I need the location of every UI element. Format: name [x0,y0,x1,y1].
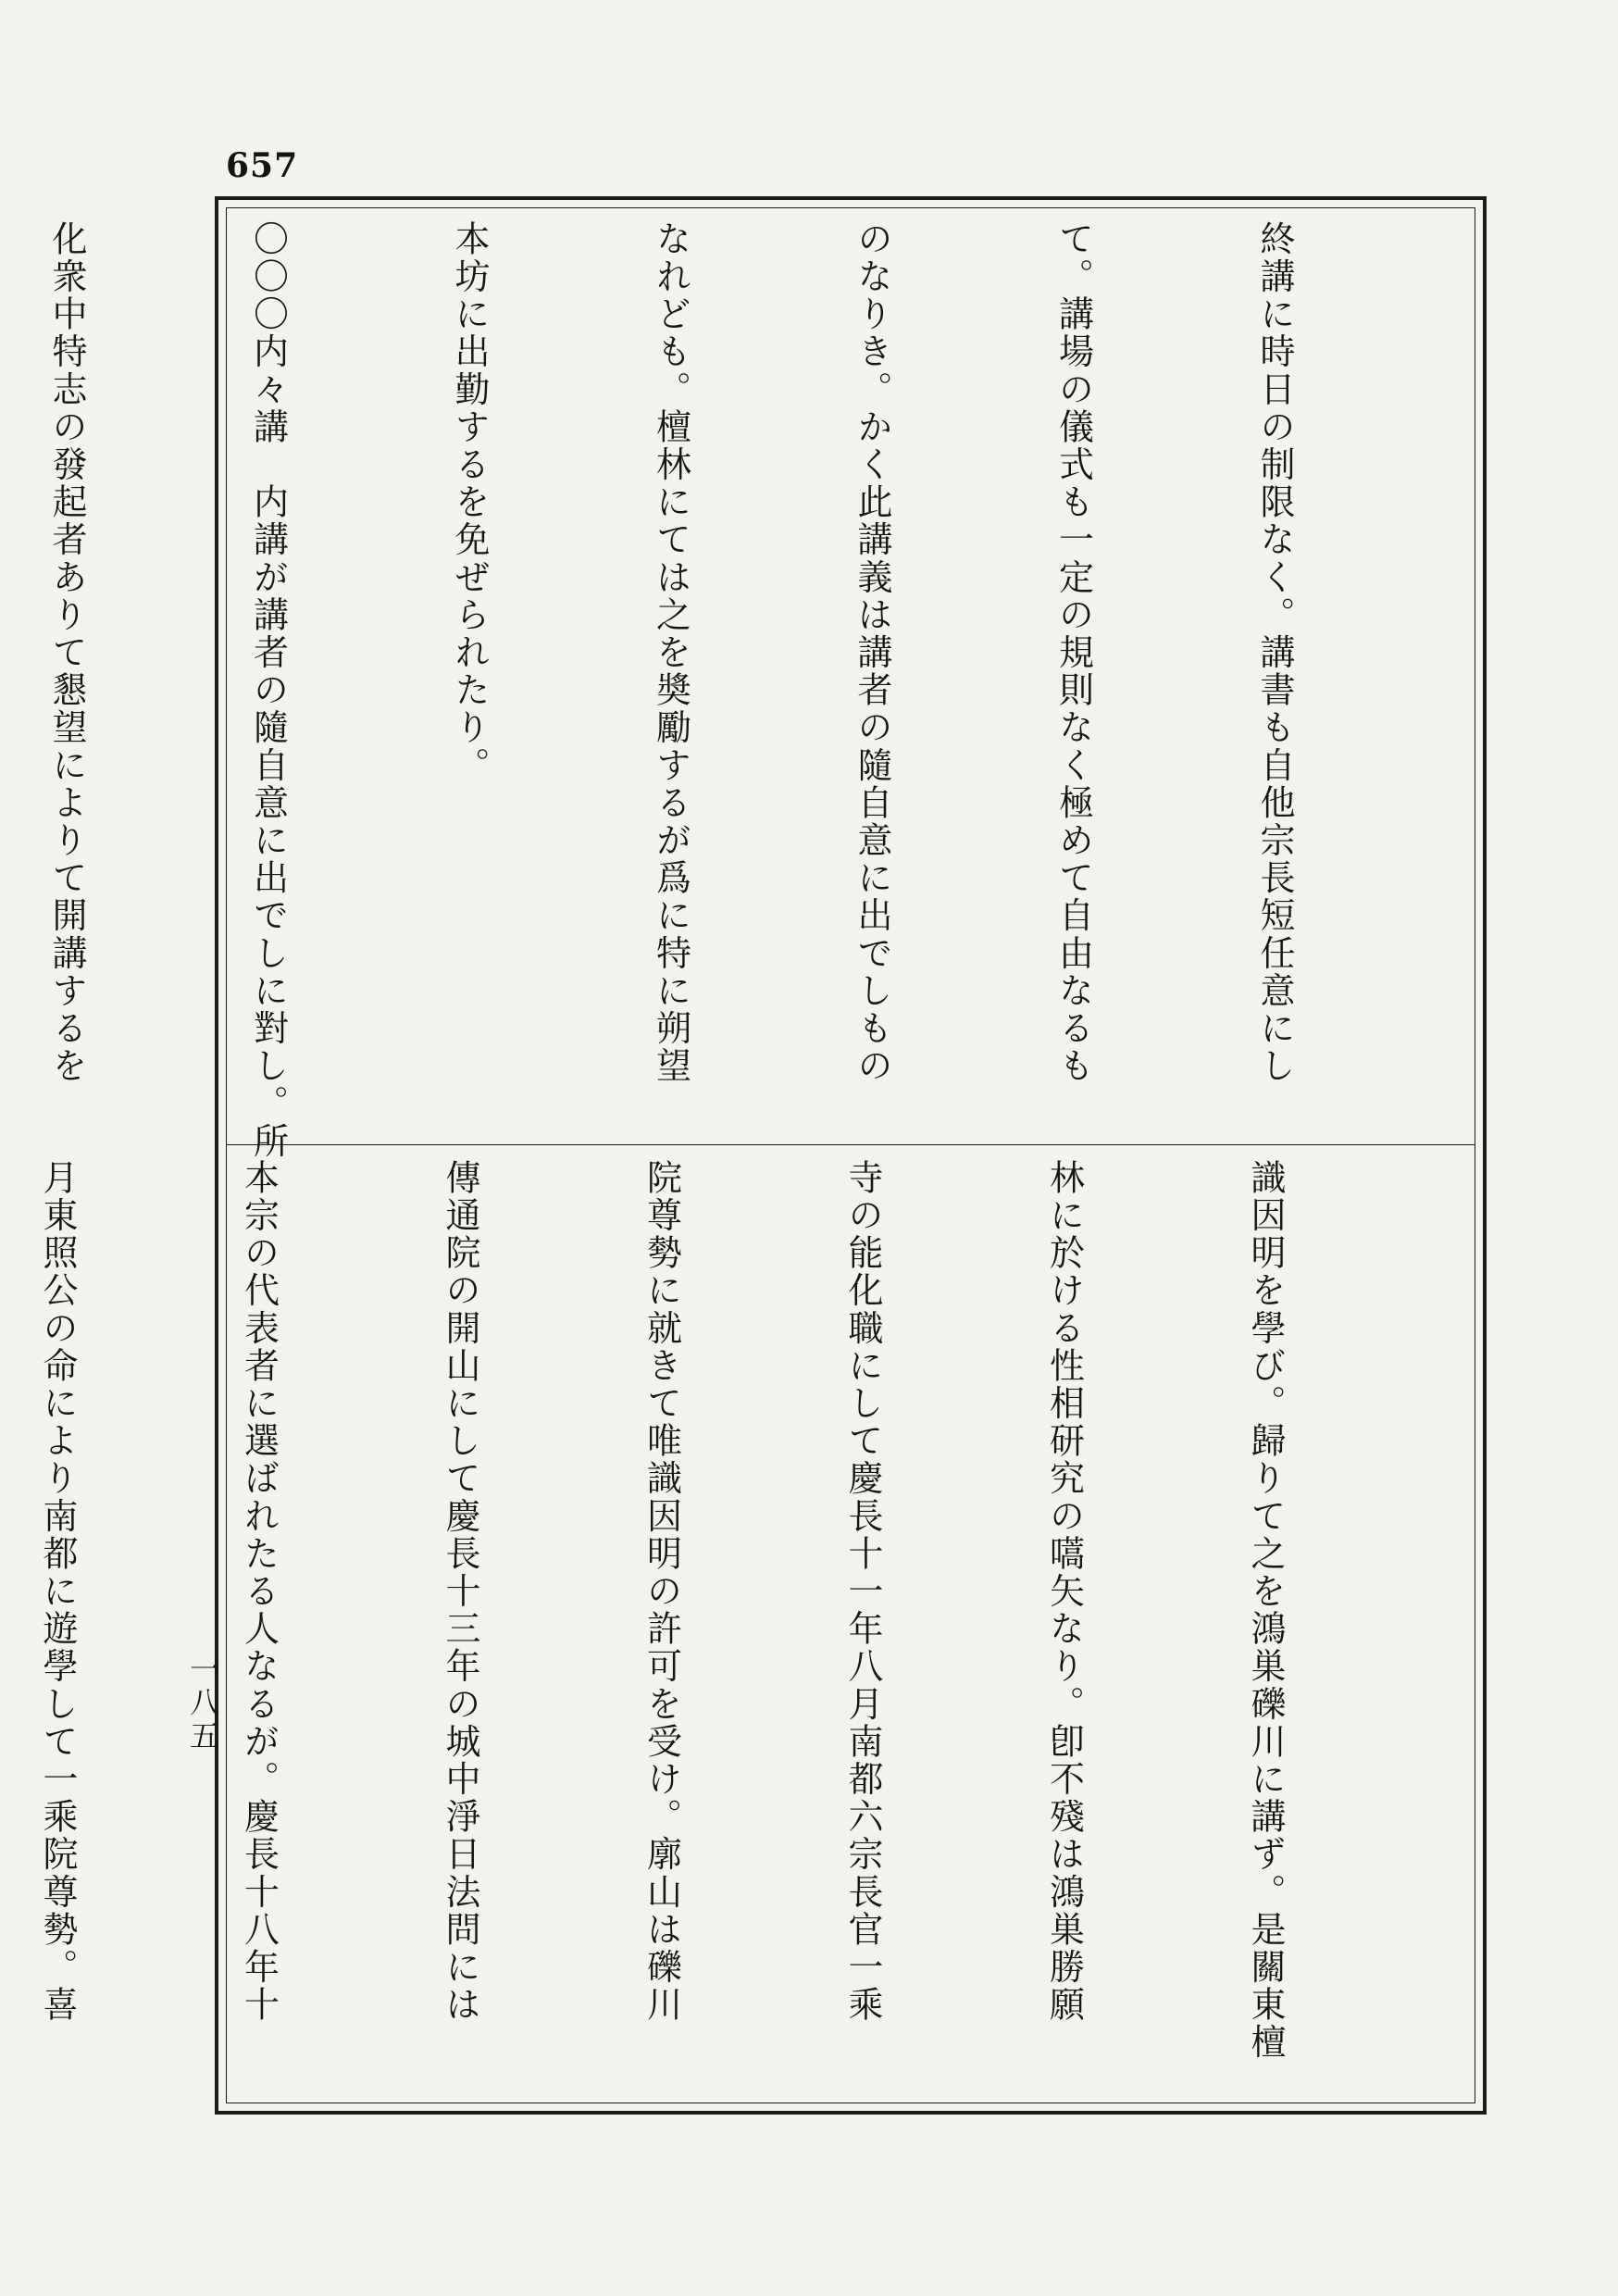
side-page-number: 一八五 [185,1653,220,1753]
text-column: 識因明を學び。歸りて之を鴻巣礫川に講ず。是關東檀 [1245,1159,1286,2062]
text-column: 終講に時日の制限なく。講書も自他宗長短任意にし [1254,220,1295,1085]
text-column: 本坊に出勤するを免ぜられたり。 [449,220,490,784]
text-column: 傳通院の開山にして慶長十三年の城中淨日法問には [440,1159,480,2024]
text-column: て。講場の儀式も一定の規則なく極めて自由なるも [1052,220,1094,1085]
text-column: 〇〇〇内々講 内講が講者の隨自意に出でしに對し。所 [247,220,289,1160]
text-column: 月東照公の命により南都に遊學して一乘院尊勢。喜 [37,1159,78,2024]
text-column: 本宗の代表者に選ばれたる人なるが。慶長十八年十 [238,1159,280,2024]
text-column: 院尊勢に就きて唯識因明の許可を受け。廓山は礫川 [641,1159,682,2024]
upper-text-block [0,220,1442,1160]
page-number: 657 [226,146,299,185]
text-column: なれども。檀林にては之を奬勵するが爲に特に朔望 [650,220,691,1085]
text-column: 林に於ける性相研究の嚆矢なり。卽不殘は鴻巣勝願 [1043,1159,1085,2024]
text-column: のなりき。かく此講義は講者の隨自意に出でしもの [852,220,892,1085]
text-column: 寺の能化職にして慶長十一年八月南都六宗長官一乘 [842,1159,883,2024]
lower-text-block [0,1159,1433,2087]
text-column: 化衆中特志の發起者ありて懇望によりて開講するを [46,220,87,1085]
section-divider [226,1144,1475,1145]
